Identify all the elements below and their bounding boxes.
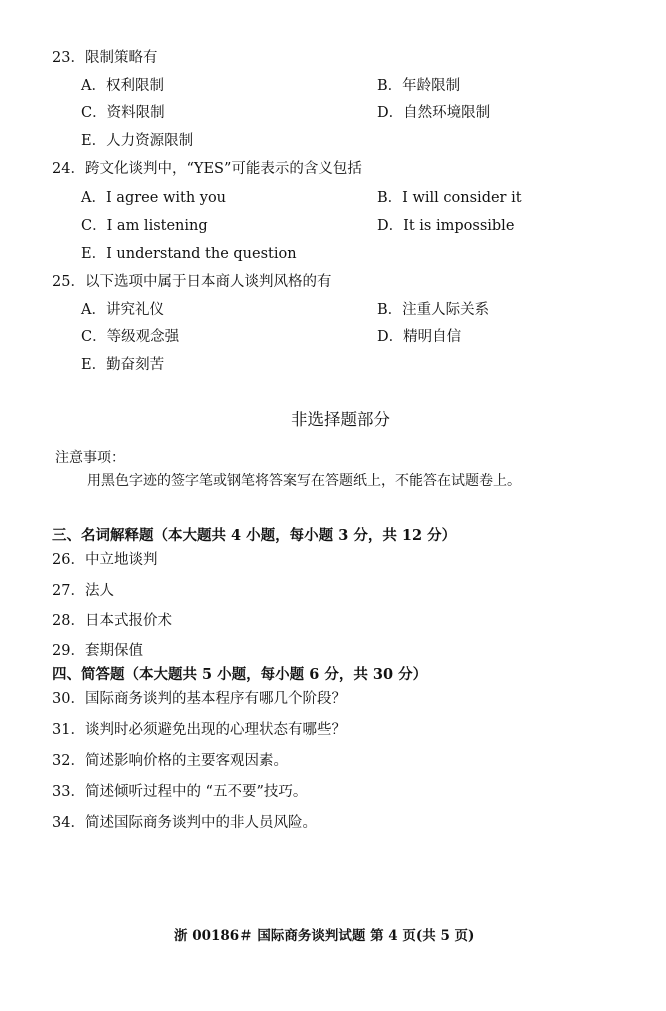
question-text: 法人 xyxy=(84,583,114,599)
option-e: E．人力资源限制 xyxy=(81,133,194,149)
notice-body: 用黑色字迹的签字笔或钢笔将答案写在答题纸上，不能答在试题卷上。 xyxy=(87,473,521,489)
section-title: 非选择题部分 xyxy=(291,410,390,429)
question-23 xyxy=(52,51,157,66)
question-text: 日本式报价术 xyxy=(84,613,172,629)
question-text: 谈判时必须避免出现的心理状态有哪些？ xyxy=(84,722,346,738)
question-29 xyxy=(52,644,143,659)
question-number: 28． xyxy=(52,613,85,629)
option-e: E．勤奋刻苦 xyxy=(81,357,165,373)
question-stem: 以下选项中属于日本商人谈判风格的有 xyxy=(84,274,332,290)
option-a: A．权利限制 xyxy=(81,78,164,94)
question-number: 27． xyxy=(52,583,85,599)
question-number: 32． xyxy=(52,753,85,769)
question-26 xyxy=(52,553,157,568)
option-a: A．I agree with you xyxy=(81,190,227,206)
part4-heading: 四、简答题（本大题共 5 小题，每小题 6 分，共 30 分） xyxy=(52,666,428,683)
question-number: 33． xyxy=(52,784,85,800)
question-number: 29． xyxy=(52,643,85,659)
option-d: D．自然环境限制 xyxy=(377,105,491,121)
option-d: D．精明自信 xyxy=(377,329,462,345)
question-number: 30． xyxy=(52,691,85,707)
question-number: 24． xyxy=(52,161,85,177)
option-b: B．注重人际关系 xyxy=(377,302,490,318)
question-33 xyxy=(52,785,307,800)
option-c: C．等级观念强 xyxy=(81,329,180,345)
question-text: 简述国际商务谈判中的非人员风险。 xyxy=(84,815,317,831)
option-c: C．资料限制 xyxy=(81,105,165,121)
question-text: 套期保值 xyxy=(84,643,143,659)
option-e: E．I understand the question xyxy=(81,246,297,262)
question-24 xyxy=(52,162,362,177)
question-text: 国际商务谈判的基本程序有哪几个阶段？ xyxy=(84,691,346,707)
question-27 xyxy=(52,584,114,599)
page-footer: 浙 00186＃ 国际商务谈判试题 第 4 页(共 5 页) xyxy=(174,928,475,944)
question-number: 31． xyxy=(52,722,85,738)
question-text: 简述影响价格的主要客观因素。 xyxy=(84,753,288,769)
question-text: 简述倾听过程中的 “五不要”技巧。 xyxy=(84,784,308,800)
question-number: 23． xyxy=(52,50,85,66)
question-number: 34． xyxy=(52,815,85,831)
question-text: 中立地谈判 xyxy=(84,552,158,568)
notice-heading: 注意事项： xyxy=(55,450,125,466)
question-number: 25． xyxy=(52,274,85,290)
part3-heading: 三、名词解释题（本大题共 4 小题，每小题 3 分，共 12 分） xyxy=(52,527,457,544)
question-34 xyxy=(52,816,317,831)
option-c: C．I am listening xyxy=(81,218,208,234)
option-b: B．年龄限制 xyxy=(377,78,461,94)
question-30 xyxy=(52,692,346,707)
option-a: A．讲究礼仪 xyxy=(81,302,164,318)
question-number: 26． xyxy=(52,552,85,568)
question-32 xyxy=(52,754,288,769)
option-d: D．It is impossible xyxy=(377,218,515,234)
question-stem: 限制策略有 xyxy=(84,50,158,66)
question-25 xyxy=(52,275,331,290)
question-28 xyxy=(52,614,172,629)
question-31 xyxy=(52,723,346,738)
question-stem: 跨文化谈判中，“YES”可能表示的含义包括 xyxy=(84,161,362,177)
option-b: B．I will consider it xyxy=(377,190,522,206)
